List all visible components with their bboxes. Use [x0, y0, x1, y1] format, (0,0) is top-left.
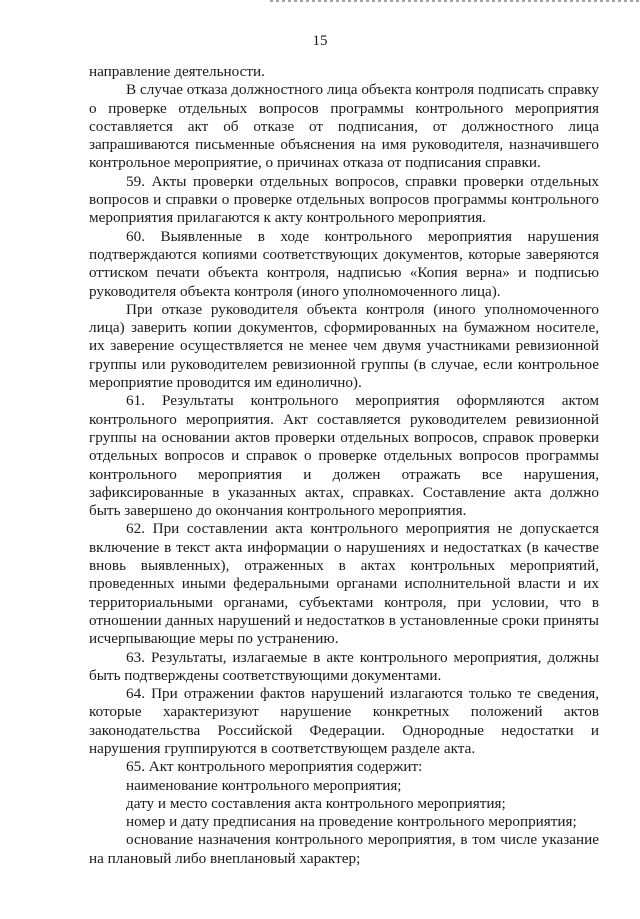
- paragraph-item-59: 59. Акты проверки отдельных вопросов, справки проверки отдельных вопросов и справки о проверке отдельных вопросов программы контрольного мероприятия прилагаются к акту контрольного мероприятия.: [89, 172, 599, 227]
- paragraph-item-65: 65. Акт контрольного мероприятия содержит:: [126, 758, 423, 776]
- paragraph-item-63: 63. Результаты, излагаемые в акте контрольного мероприятия, должны быть подтверждены соответствующими документами.: [89, 648, 599, 684]
- paragraph-refusal-to-certify: При отказе руководителя объекта контроля (иного уполномоченного лица) заверить копии документов, сформированных на бумажном носителе, их заверение осуществляется не менее чем двумя участниками ревизионной группы или руководителем ревизионной группы (в случае, если контрольное мероприятие проводится им единолично).: [89, 300, 599, 392]
- paragraph-item-64: 64. При отражении фактов нарушений излагаются только те сведения, которые характеризуют нарушение конкретных положений актов законодательства Российской Федерации. Однородные недостатки и нарушения группируются в соответствующем разделе акта.: [89, 685, 599, 757]
- list-item-date-place: дату и место составления акта контрольного мероприятия;: [126, 794, 506, 812]
- scan-edge-artifact: [270, 0, 640, 2]
- list-item-basis: основание назначения контрольного мероприятия, в том числе указание на плановый либо внеплановый характер;: [89, 831, 599, 867]
- paragraph-continuation: направление деятельности.: [89, 63, 265, 80]
- document-body: [89, 63, 599, 868]
- paragraph-item-60: 60. Выявленные в ходе контрольного мероприятия нарушения подтверждаются копиями соответствующих документов, которые заверяются оттиском печати объекта контроля, надписью «Копия верна» и подписью руководителя объекта контроля (иного уполномоченного лица).: [89, 227, 599, 300]
- paragraph-refusal-to-sign: В случае отказа должностного лица объекта контроля подписать справку о проверке отдельных вопросов программы контрольного мероприятия составляется акт об отказе от подписания, от должностного лица запрашиваются письменные объяснения на имя руководителя, назначившего контрольное мероприятие, о причинах отказа от подписания справки.: [89, 81, 599, 172]
- list-item-name: наименование контрольного мероприятия;: [126, 776, 402, 794]
- paragraph-item-62: 62. При составлении акта контрольного мероприятия не допускается включение в текст акта информации о нарушениях и недостатках (в качестве вновь выявленных), отраженных в актах контрольных мероприятий, проведенных иными федеральными органами исполнительной власти и их территориальными органами, субъектами контроля, при условии, что в отношении данных нарушений и недостатков в установленные сроки приняты исчерпывающие меры по устранению.: [89, 520, 599, 648]
- list-item-order-number: номер и дату предписания на проведение контрольного мероприятия;: [126, 813, 577, 831]
- page-number: 15: [312, 33, 328, 49]
- paragraph-item-61: 61. Результаты контрольного мероприятия оформляются актом контрольного мероприятия. Акт составляется руководителем ревизионной группы на основании актов проверки отдельных вопросов, справок проверки отдельных вопросов и справок о проверке отдельных вопросов программы контрольного мероприятия и должен отражать все нарушения, зафиксированные в указанных актах, справках. Составление акта должно быть завершено до окончания контрольного мероприятия.: [89, 392, 599, 520]
